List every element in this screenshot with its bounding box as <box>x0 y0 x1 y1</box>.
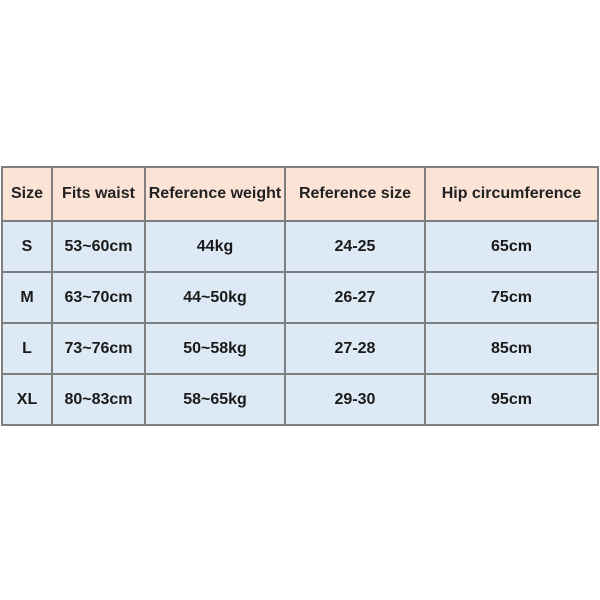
table-row <box>2 323 598 374</box>
ref-size-cell: 29-30 <box>285 374 425 425</box>
waist-cell: 73~76cm <box>52 323 145 374</box>
weight-cell: 44~50kg <box>145 272 285 323</box>
size-cell: XL <box>2 374 52 425</box>
ref-size-cell: 24-25 <box>285 221 425 272</box>
header-reference-weight: Reference weight <box>145 167 285 221</box>
size-cell: S <box>2 221 52 272</box>
size-cell: M <box>2 272 52 323</box>
weight-cell: 50~58kg <box>145 323 285 374</box>
header-reference-size: Reference size <box>285 167 425 221</box>
size-chart-table <box>1 166 599 426</box>
hip-cell: 65cm <box>425 221 598 272</box>
table-header-row <box>2 167 598 221</box>
header-fits-waist: Fits waist <box>52 167 145 221</box>
table-row <box>2 374 598 425</box>
table-row <box>2 272 598 323</box>
size-cell: L <box>2 323 52 374</box>
hip-cell: 85cm <box>425 323 598 374</box>
table-row <box>2 221 598 272</box>
waist-cell: 53~60cm <box>52 221 145 272</box>
weight-cell: 58~65kg <box>145 374 285 425</box>
weight-cell: 44kg <box>145 221 285 272</box>
ref-size-cell: 27-28 <box>285 323 425 374</box>
waist-cell: 63~70cm <box>52 272 145 323</box>
header-hip-circumference: Hip circumference <box>425 167 598 221</box>
header-size: Size <box>2 167 52 221</box>
ref-size-cell: 26-27 <box>285 272 425 323</box>
hip-cell: 75cm <box>425 272 598 323</box>
waist-cell: 80~83cm <box>52 374 145 425</box>
hip-cell: 95cm <box>425 374 598 425</box>
